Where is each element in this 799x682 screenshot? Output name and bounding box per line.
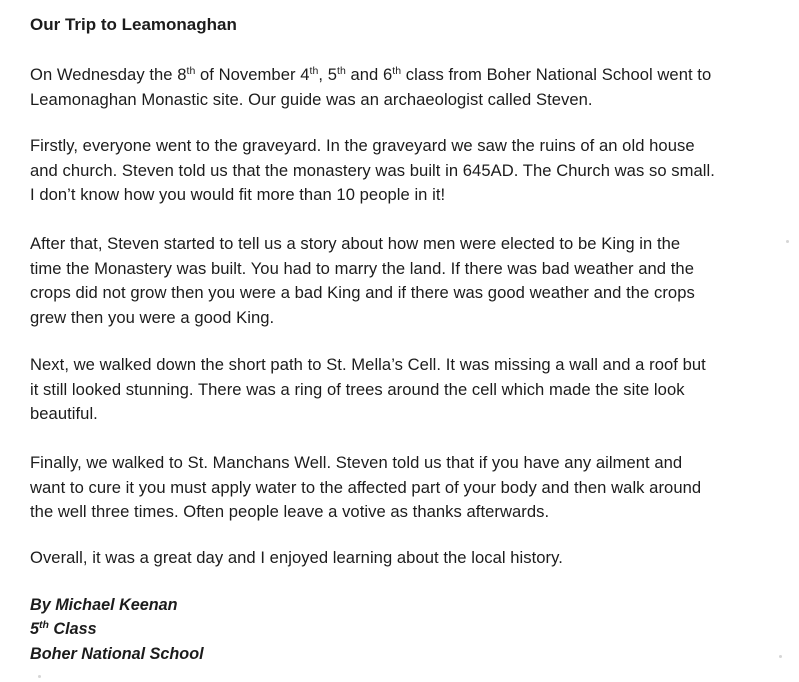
paragraph-5-line: Finally, we walked to St. Manchans Well. Steven told us that if you have any ailment and [30, 453, 683, 472]
paragraph-3-line: grew then you were a good King. [30, 307, 275, 327]
paragraph-4-line: Next, we walked down the short path to St. Mella’s Cell. It was missing a wall and a roof but [30, 355, 706, 374]
scan-speck [779, 655, 782, 658]
paragraph-6 [30, 546, 780, 571]
scan-speck [786, 240, 789, 243]
paragraph-3-line: After that, Steven started to tell us a story about how men were elected to be King in the [30, 234, 681, 253]
ordinal-superscript: th [309, 65, 319, 77]
paragraph-2 [30, 134, 780, 208]
paragraph-1-line-1 [30, 63, 780, 88]
ordinal-superscript: th [336, 65, 346, 77]
text-run: class from Boher National School went to [401, 65, 712, 84]
paragraph-5 [30, 451, 780, 525]
paragraph-3-line: crops did not grow then you were a bad King and if there was good weather and the crops [30, 283, 695, 302]
class-number: 5 [30, 620, 40, 639]
signature-school: Boher National School [30, 644, 204, 663]
paragraph-1-line-2: Leamonaghan Monastic site. Our guide was an archaeologist called Steven. [30, 89, 593, 109]
text-run: , 5 [318, 65, 337, 84]
signature-author: By Michael Keenan [30, 596, 178, 614]
paragraph-4-line: beautiful. [30, 404, 98, 423]
signature-block [30, 593, 204, 666]
ordinal-superscript: th [39, 619, 49, 632]
text-run: of November 4 [195, 65, 310, 84]
signature-class [30, 617, 204, 641]
paragraph-2-line: and church. Steven told us that the monastery was built in 645AD. The Church was so small. [30, 160, 715, 180]
paragraph-4-line: it still looked stunning. There was a ring of trees around the cell which made the site look [30, 379, 685, 399]
ordinal-superscript: th [186, 65, 196, 77]
paragraph-5-line: the well three times. Often people leave a votive as thanks afterwards. [30, 502, 550, 521]
paragraph-6-line: Overall, it was a great day and I enjoyed learning about the local history. [30, 548, 563, 567]
text-run: On Wednesday the 8 [30, 65, 187, 84]
paragraph-5-line: want to cure it you must apply water to the affected part of your body and then walk around [30, 477, 702, 497]
paragraph-2-line: Firstly, everyone went to the graveyard. In the graveyard we saw the ruins of an old house [30, 136, 695, 155]
ordinal-superscript: th [392, 65, 402, 77]
class-word: Class [48, 620, 97, 639]
paragraph-3-line: time the Monastery was built. You had to marry the land. If there was bad weather and the [30, 258, 694, 278]
document-title: Our Trip to Leamonaghan [30, 15, 237, 34]
scan-speck [38, 675, 41, 678]
paragraph-3 [30, 232, 780, 330]
paragraph-1 [30, 63, 780, 112]
paragraph-2-line: I don’t know how you would fit more than 10 people in it! [30, 185, 446, 204]
text-run: and 6 [345, 65, 393, 84]
paragraph-4 [30, 353, 780, 427]
